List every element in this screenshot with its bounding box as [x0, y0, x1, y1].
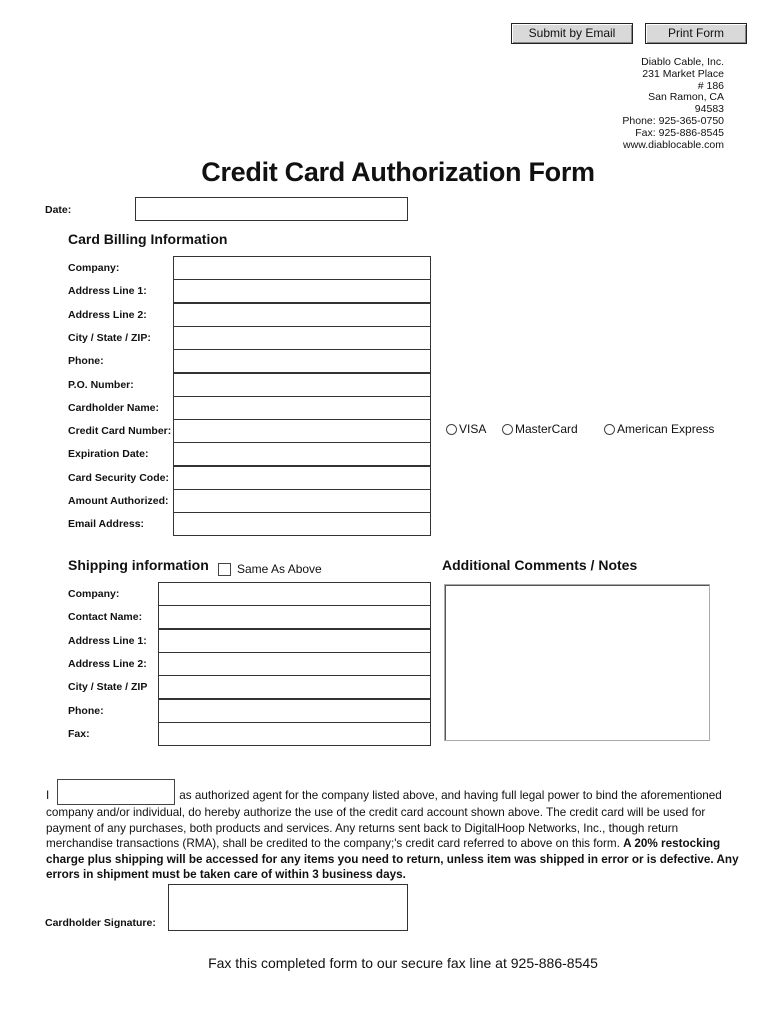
company-fax: Fax: 925-886-8545 [635, 126, 724, 139]
input-field[interactable] [158, 582, 431, 606]
input-field[interactable] [173, 442, 431, 466]
radio-icon[interactable] [604, 424, 615, 435]
input-field[interactable] [173, 303, 431, 327]
company-unit: # 186 [697, 79, 724, 92]
field-label: Company: [68, 262, 120, 274]
card-type-american-express[interactable] [604, 422, 714, 436]
field-label: Phone: [68, 704, 104, 717]
input-field[interactable] [173, 349, 431, 373]
agent-name-field[interactable] [57, 779, 175, 805]
input-field[interactable] [173, 419, 431, 443]
card-type-label: American Express [617, 422, 715, 436]
field-label: Address Line 2: [68, 657, 147, 670]
field-label: Fax: [68, 727, 90, 740]
company-address-block [622, 57, 724, 151]
field-label: P.O. Number: [68, 378, 134, 391]
input-field[interactable] [158, 652, 431, 676]
card-type-visa[interactable] [446, 422, 486, 436]
company-street: 231 Market Place [642, 67, 724, 80]
fax-instructions: Fax this completed form to our secure fax line at 925-886-8545 [208, 955, 598, 971]
shipping-heading: Shipping information [68, 557, 209, 573]
radio-icon[interactable] [446, 424, 457, 435]
authorization-text: as authorized agent for the company listed above, and having full legal power to bind the aforementioned company and/or individual, do hereby authorize the use of the credit card account shown above. The credit card will be used for payment of any purchases, both products and services. Any returns sent back to DigitalHoop Networks, Inc., though return merchandise transactions (RMA), shall be credited to the company;'s credit card referred to above on this form. [46, 789, 722, 851]
print-form-button[interactable]: Print Form [645, 23, 747, 44]
date-field[interactable] [135, 197, 408, 221]
input-field[interactable] [158, 722, 431, 746]
billing-heading: Card Billing Information [68, 231, 228, 247]
company-name: Diablo Cable, Inc. [641, 56, 724, 68]
input-field[interactable] [173, 396, 431, 420]
same-as-above-checkbox[interactable] [218, 563, 231, 576]
field-label: Contact Name: [68, 611, 143, 624]
signature-field[interactable] [168, 884, 408, 931]
field-label: Address Line 1: [68, 634, 147, 647]
field-label: City / State / ZIP [68, 681, 148, 694]
card-type-mastercard[interactable] [502, 422, 578, 436]
field-label: Cardholder Name: [68, 401, 160, 414]
field-label: Credit Card Number: [68, 425, 172, 438]
card-type-label: VISA [459, 422, 487, 436]
form-title: Credit Card Authorization Form [201, 157, 595, 187]
card-type-label: MasterCard [515, 422, 578, 436]
input-field[interactable] [173, 326, 431, 350]
input-field[interactable] [173, 373, 431, 397]
field-label: Company: [68, 588, 120, 600]
company-zip: 94583 [694, 103, 724, 116]
comments-textarea[interactable] [444, 584, 710, 741]
company-phone: Phone: 925-365-0750 [622, 114, 724, 127]
field-label: Address Line 1: [68, 285, 147, 298]
company-city: San Ramon, CA [648, 91, 724, 104]
same-as-above-label: Same As Above [237, 562, 322, 576]
field-label: Phone: [68, 355, 104, 368]
input-field[interactable] [173, 512, 431, 536]
input-field[interactable] [158, 605, 431, 629]
authorization-paragraph [46, 779, 746, 883]
authorization-prefix: I [46, 789, 50, 802]
date-label: Date: [45, 204, 72, 216]
radio-icon[interactable] [502, 424, 513, 435]
field-label: Expiration Date: [68, 448, 149, 461]
submit-by-email-button[interactable]: Submit by Email [511, 23, 633, 44]
input-field[interactable] [173, 466, 431, 490]
input-field[interactable] [173, 279, 431, 303]
input-field[interactable] [158, 629, 431, 653]
field-label: Email Address: [68, 518, 145, 531]
signature-label: Cardholder Signature: [45, 917, 156, 929]
input-field[interactable] [158, 675, 431, 699]
input-field[interactable] [173, 256, 431, 280]
restocking-notice: A 20% restocking charge plus shipping will be accessed for any items you need to return, unless item was shipped in error or is defective. Any errors in shipment must be taken care of within 3 business days. [46, 837, 739, 882]
input-field[interactable] [158, 699, 431, 723]
comments-heading: Additional Comments / Notes [442, 557, 638, 573]
input-field[interactable] [173, 489, 431, 513]
field-label: Amount Authorized: [68, 495, 169, 507]
field-label: City / State / ZIP: [68, 331, 151, 344]
field-label: Address Line 2: [68, 308, 147, 321]
company-website: www.diablocable.com [623, 138, 724, 151]
field-label: Card Security Code: [68, 471, 169, 484]
